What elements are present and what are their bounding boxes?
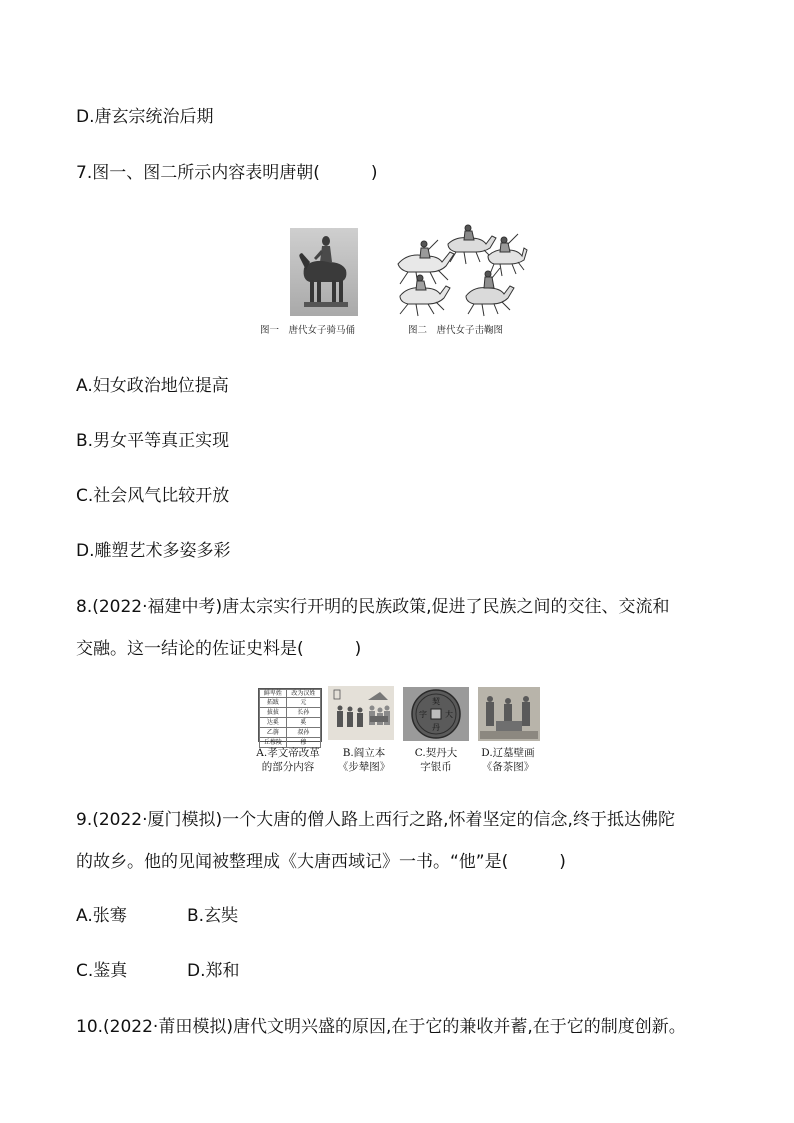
q9-option-a: A.张骞 <box>76 906 127 926</box>
q10-stem-line1: 10.(2022·莆田模拟)唐代文明兴盛的原因,在于它的兼收并蓄,在于它的制度创新。 <box>76 1017 686 1037</box>
table-cell: 奚 <box>286 718 320 728</box>
q8-stem-line2: 交融。这一结论的佐证史料是( ) <box>76 639 362 659</box>
q7-option-a: A.妇女政治地位提高 <box>76 376 229 396</box>
q8-option-a <box>250 746 326 774</box>
tea-mural-illustration <box>478 687 540 741</box>
table-cell: 叔孙 <box>286 728 320 738</box>
table-header: 改为汉姓 <box>286 690 320 698</box>
coin-char-right: 大 <box>445 710 453 719</box>
figure2-illustration <box>390 222 528 318</box>
table-cell: 穆 <box>286 738 320 748</box>
q8-image-a-table <box>258 688 322 746</box>
table-cell: 拔拔 <box>260 708 287 718</box>
coin-char-left: 字 <box>419 710 427 719</box>
q9-stem-line2: 的故乡。他的见闻被整理成《大唐西域记》一书。“他”是( ) <box>76 852 566 872</box>
q8-option-b <box>330 746 398 774</box>
surname-table <box>259 689 321 748</box>
q7-option-b: B.男女平等真正实现 <box>76 431 230 451</box>
q8-option-d-line1: D.辽墓壁画 <box>481 747 535 759</box>
table-cell: 乙旃 <box>260 728 287 738</box>
q8-image-d-mural <box>478 687 540 741</box>
q8-option-b-line1: B.阎立本 <box>342 747 386 759</box>
figure1-illustration <box>290 228 358 316</box>
q8-option-d-line2: 《备茶图》 <box>481 761 535 773</box>
q8-option-c <box>402 746 470 774</box>
q8-option-c-line1: C.契丹大 <box>414 747 458 759</box>
q9-option-d: D.郑和 <box>187 961 240 981</box>
q8-image-b-painting <box>328 686 394 740</box>
bunian-painting-illustration <box>328 686 394 740</box>
q8-option-c-line2: 字银币 <box>420 761 452 773</box>
q7-option-c: C.社会风气比较开放 <box>76 486 230 506</box>
q8-stem-line1: 8.(2022·福建中考)唐太宗实行开明的民族政策,促进了民族之间的交往、交流和 <box>76 597 670 617</box>
q9-option-c: C.鉴真 <box>76 961 128 981</box>
q7-option-d: D.雕塑艺术多姿多彩 <box>76 541 231 561</box>
q8-option-a-line1: A.孝文帝改革 <box>256 747 320 759</box>
figure2-drawing <box>390 222 528 318</box>
coin-illustration <box>403 687 469 741</box>
q8-image-c-coin <box>403 687 469 741</box>
q8-option-b-line2: 《步辇图》 <box>337 761 391 773</box>
figure1-caption: 图一 唐代女子骑马俑 <box>260 325 356 336</box>
table-cell: 丘穆陵 <box>260 738 287 748</box>
table-header: 鲜卑姓 <box>260 690 287 698</box>
q6-option-d: D.唐玄宗统治后期 <box>76 107 214 127</box>
coin-char-bottom: 丹 <box>432 723 440 732</box>
figure2-caption: 图二 唐代女子击鞠图 <box>408 325 504 336</box>
table-cell: 达奚 <box>260 718 287 728</box>
q9-option-b: B.玄奘 <box>187 906 239 926</box>
table-cell: 元 <box>286 698 320 708</box>
q9-stem-line1: 9.(2022·厦门模拟)一个大唐的僧人路上西行之路,怀着坚定的信念,终于抵达佛陀 <box>76 810 675 830</box>
coin-char-top: 契 <box>432 697 440 706</box>
table-cell: 长孙 <box>286 708 320 718</box>
figure1-photo <box>290 228 358 316</box>
q8-option-a-line2: 的部分内容 <box>261 761 315 773</box>
q8-option-d <box>472 746 544 774</box>
table-cell: 拓跋 <box>260 698 287 708</box>
q7-stem: 7.图一、图二所示内容表明唐朝( ) <box>76 163 378 183</box>
